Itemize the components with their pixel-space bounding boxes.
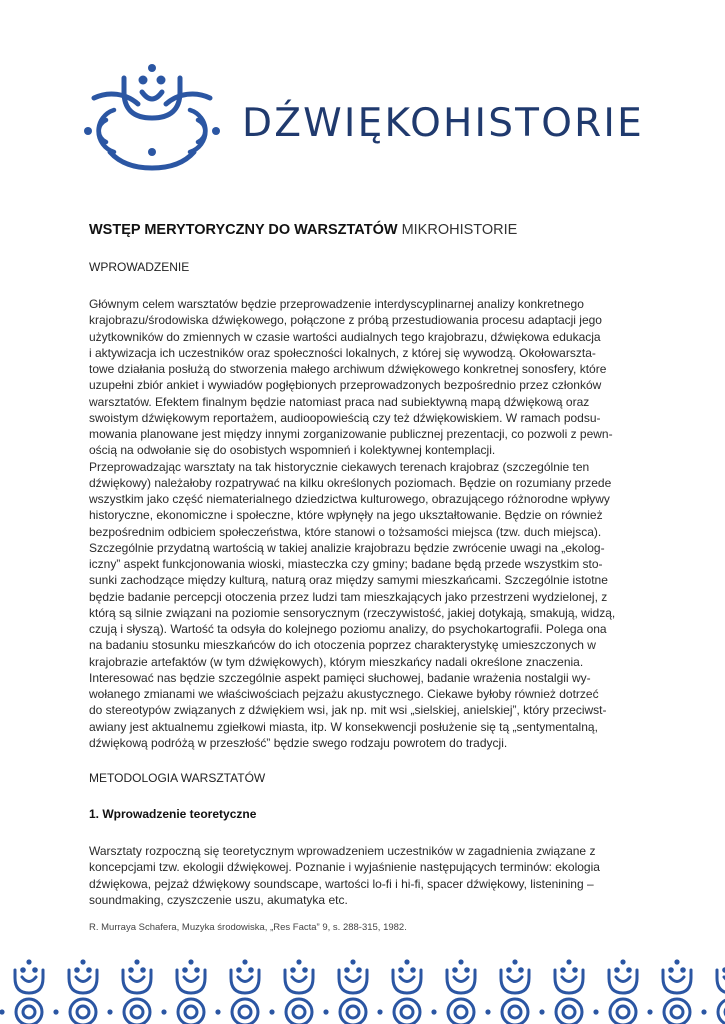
text-line: bezpośrednim odbiciem społeczeństwa, które stanowi o tożsamości miejsca (tzw. duch miejsca). [89, 524, 602, 539]
text-line: sunki zachodzące między kulturą, naturą oraz między samymi mieszkańcami. Szczególnie istotne [89, 573, 608, 588]
document-body [89, 222, 639, 933]
text-line: towe działania posłużą do stworzenia małego archiwum dźwiękowego konkretnej sonosfery, które [89, 362, 607, 376]
text-line: na badaniu stosunku mieszkańców do ich otoczenia poprzez charakterystykę umieszczonych w [89, 638, 596, 653]
text-line: dźwiękową podróżą w przeszłość” będzie swego rodzaju powrotem do tradycji. [89, 735, 508, 750]
text-line: mowania planowane jest między innymi zorganizowanie publicznej prezentacji, co pozwoli z pewn- [89, 427, 613, 441]
text-line: dźwiękowa, pejzaż dźwiękowy soundscape, wartości lo-fi i hi-fi, spacer dźwiękowy, listenining – [89, 876, 594, 891]
text-line: uzupełni zbiór ankiet i wywiadów pogłębionych przeprowadzonych bezpośrednio przez członków [89, 378, 602, 393]
text-line: koncepcjami tzw. ekologii dźwiękowej. Poznanie i wyjaśnienie następujących terminów: ekologia [89, 860, 600, 875]
text-line: użytkowników do zmiennych w czasie wartości audialnych tego krajobrazu, dźwiękowa edukacja [89, 329, 601, 344]
text-line: czują i słyszą). Wartość ta odsyła do kolejnego poziomu analizy, do psychokartografii. Polega ona [89, 622, 607, 636]
text-line: Przeprowadzając warsztaty na tak historycznie ciekawych terenach krajobraz (szczególnie ten [89, 459, 590, 474]
footnote: R. Murraya Schafera, Muzyka środowiska, „Res Facta” 9, s. 288-315, 1982. [89, 922, 407, 933]
logo [80, 60, 644, 175]
text-line: Interesować nas będzie szczególnie aspekt pamięci słuchowej, badanie wrażenia nostalgii wy- [89, 670, 591, 685]
title-bold: WSTĘP MERYTORYCZNY DO WARSZTATÓW [89, 222, 398, 238]
text-line: do stereotypów związanych z dźwiękiem wsi, jak np. mit wsi „sielskiej, anielskiej”, który przeciwst- [89, 703, 607, 718]
text-line: warsztatów. Efektem finalnym będzie natomiast praca nad subiektywną mapą dźwiękową oraz [89, 394, 590, 409]
document-title [89, 222, 639, 238]
text-line: iczny” aspekt funkcjonowania wioski, miasteczka czy gminy; badane będą przede wszystkim sto- [89, 557, 603, 571]
sound-spiral-face-icon [80, 60, 225, 175]
text-line: swoistym dźwiękowym reportażem, audioopowieścią czy też dźwiękowiskiem. W ramach podsu- [89, 410, 601, 425]
text-line: krajobrazu/środowiska dźwiękowego, połączone z próbą przestudiowania procesu adaptacji jego [89, 313, 602, 328]
text-line: wołanego zmianami we właściwościach pejzażu akustycznego. Ciekawe byłoby również dotrzeć [89, 687, 599, 701]
text-line: wszystkim jako część niematerialnego dziedzictwa kulturowego, obrazującego różnorodne wpływy [89, 492, 610, 506]
text-line: i aktywizacja ich uczestników oraz społeczności lokalnych, z której się wywodzą. Okołowarszta- [89, 345, 596, 360]
logo-wordmark: DŹWIĘKOHISTORIE [242, 101, 644, 146]
text-line: awiany jest aktualnemu zgiełkowi miasta, itp. W konsekwencji posłużenie się tą „sentymentalną, [89, 719, 598, 734]
text-line: ością na odwołanie się do osobistych wspomnień i kolektywnej kontemplacji. [89, 443, 496, 458]
decorative-sound-pattern-icon [0, 958, 725, 1024]
text-line: soundmaking, czyszczenie uszu, akumatyka etc. [89, 892, 348, 907]
text-line: będzie badanie percepcji otoczenia przez ludzi tam mieszkających jako przestrzeni wydzielonej, z [89, 589, 608, 604]
text-line: Szczególnie przydatną wartością w takiej analizie krajobrazu będzie zwrócenie uwagi na „ekolog- [89, 540, 605, 555]
text-line: Głównym celem warsztatów będzie przeprowadzenie interdyscyplinarnej analizy konkretnego [89, 297, 584, 311]
subheading: 1. Wprowadzenie teoretyczne [89, 807, 257, 821]
title-light: MIKROHISTORIE [401, 222, 518, 238]
intro-paragraph [89, 296, 639, 751]
text-line: którą są silnie związani na poziomie sensorycznym (rzeczywistość, jakiej dotykają, smakują, widzą, [89, 605, 616, 620]
text-line: dźwiękowy) należałoby rozpatrywać na kilku określonych poziomach. Będzie on rozumiany przede [89, 475, 612, 490]
text-line: Warsztaty rozpoczną się teoretycznym wprowadzeniem uczestników w zagadnienia związane z [89, 844, 596, 858]
theory-paragraph [89, 843, 639, 908]
text-line: krajobrazie artefaktów (w tym dźwiękowych), którym mieszkańcy nadali określone znaczenia. [89, 654, 584, 669]
section-label-methodology: METODOLOGIA WARSZTATÓW [89, 771, 266, 785]
section-label-introduction: WPROWADZENIE [89, 260, 190, 274]
text-line: historyczne, ekonomiczne i społeczne, które wpłynęły na jego ukształtowanie. Będzie on również [89, 508, 603, 523]
